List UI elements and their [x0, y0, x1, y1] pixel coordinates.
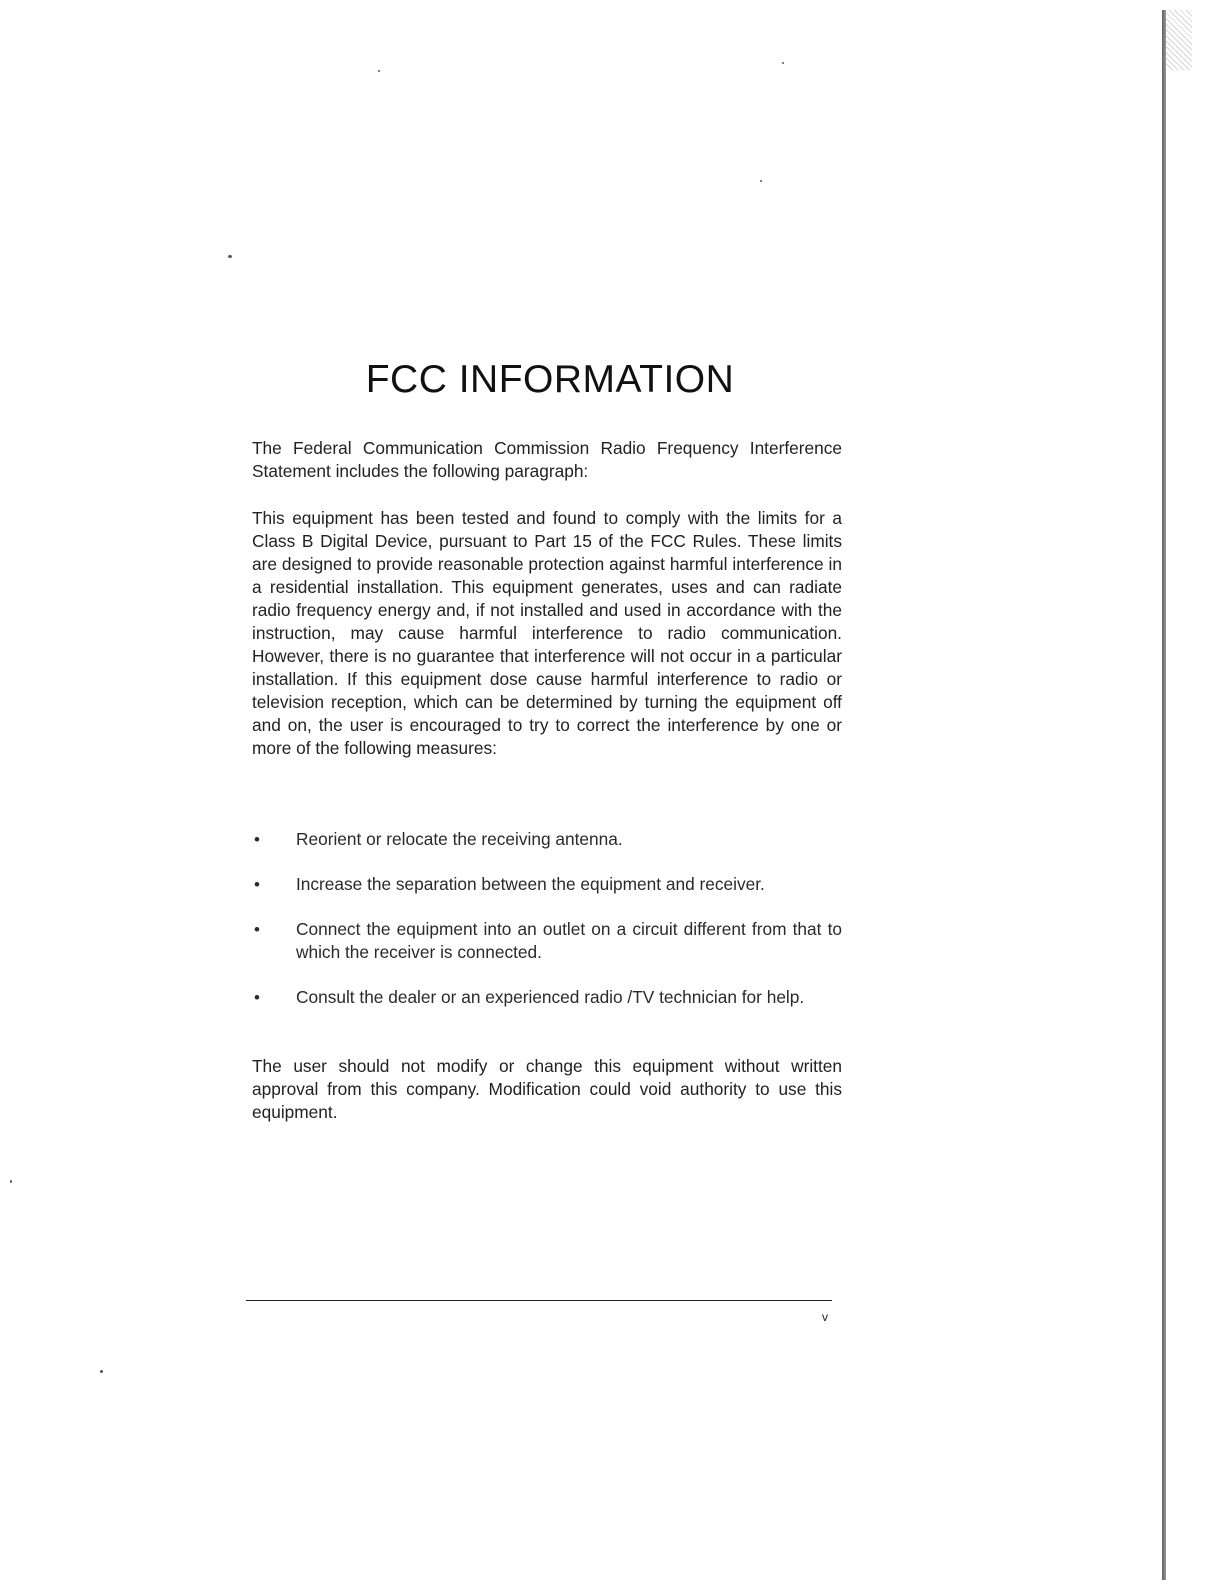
- page-title: FCC INFORMATION: [365, 358, 735, 401]
- list-item: [252, 918, 842, 964]
- footer-divider: [246, 1300, 832, 1301]
- list-item-text: Reorient or relocate the receiving antenna.: [296, 829, 623, 849]
- list-item: [252, 828, 842, 851]
- list-item-text: Connect the equipment into an outlet on a circuit different from that to which the receiver is connected.: [296, 919, 842, 962]
- list-item-text: Consult the dealer or an experienced radio /TV technician for help.: [296, 987, 805, 1007]
- page-number: v: [822, 1310, 828, 1324]
- scan-speck: [100, 1370, 103, 1373]
- scan-speck: [10, 1180, 12, 1183]
- bullet-icon: •: [254, 920, 260, 939]
- scan-speck: [760, 180, 762, 182]
- compliance-paragraph: This equipment has been tested and found to comply with the limits for a Class B Digital Device, pursuant to Part 15 of the FCC Rules. These limits are designed to provide reasonable protection against harmful interference in a residential installation. This equipment generates, uses and can radiate radio frequency energy and, if not installed and used in accordance with the instruction, may cause harmful interference to radio communication. However, there is no guarantee that interference will not occur in a particular installation. If this equipment dose cause harmful interference to radio or television reception, which can be determined by turning the equipment off and on, the user is encouraged to try to correct the interference by one or more of the following measures:: [252, 508, 842, 758]
- bullet-icon: •: [254, 988, 260, 1007]
- scan-edge-noise: [1166, 10, 1192, 70]
- scan-speck: [228, 255, 232, 258]
- closing-paragraph: The user should not modify or change this equipment without written approval from this company. Modification could void authority to use this equipment.: [252, 1056, 842, 1122]
- bullet-icon: •: [254, 830, 260, 849]
- list-item: [252, 873, 842, 896]
- scan-speck: [378, 70, 380, 72]
- bullet-icon: •: [254, 875, 260, 894]
- scan-speck: [782, 62, 784, 64]
- measures-list: [252, 828, 842, 1031]
- list-item-text: Increase the separation between the equipment and receiver.: [296, 874, 765, 894]
- intro-paragraph: The Federal Communication Commission Radio Frequency Interference Statement includes the following paragraph:: [252, 438, 842, 481]
- list-item: [252, 986, 842, 1009]
- scan-edge-shadow: [1162, 10, 1166, 1580]
